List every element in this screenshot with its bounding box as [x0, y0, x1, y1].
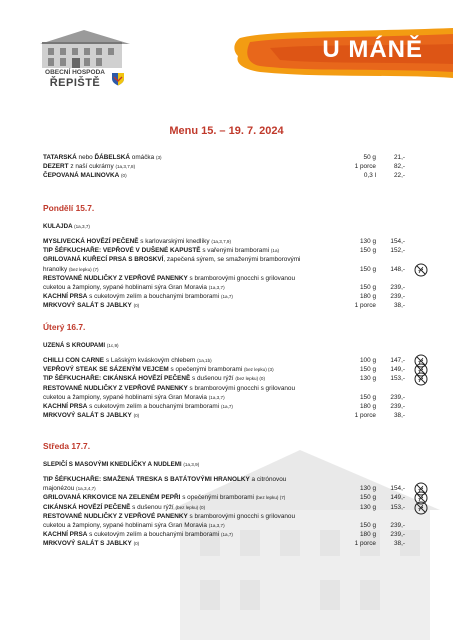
menu-item-text: [43, 522, 225, 530]
item-name: VEPŘOVÝ STEAK SE SÁZENÝM VEJCEM: [43, 366, 169, 374]
item-description: hranolky: [43, 265, 69, 273]
soup-name: KULAJDA: [43, 223, 73, 230]
item-description: , zapečená sýrem, se smaženými bramborovými: [163, 256, 301, 264]
allergens: (1a,3,7): [208, 523, 225, 528]
item-price: 22,-: [393, 172, 405, 180]
item-description: s bramborovými gnocchi s grilovanou: [187, 512, 296, 520]
allergens: (1a,1b): [197, 358, 212, 363]
menu-item-text: [43, 412, 139, 420]
item-price: 152,-: [390, 247, 405, 255]
item-description: s opečenými bramborami: [168, 366, 245, 374]
item-name: KACHNÍ PRSA: [43, 293, 88, 301]
item-quantity: 1 porce: [354, 163, 376, 171]
soup-name: SLEPIČÍ S MASOVÝMI KNEDLÍČKY A NUDLEMI: [43, 461, 182, 468]
item-name: RESTOVANÉ NUDLIČKY Z VEPŘOVÉ PANENKY: [43, 384, 188, 392]
menu-item-text: [43, 375, 265, 383]
item-price: 148,-: [390, 265, 405, 273]
allergens: (0): [133, 413, 140, 419]
item-quantity: 1 porce: [354, 412, 376, 420]
item-price: 239,-: [390, 393, 405, 401]
soup: [43, 223, 90, 231]
logo-line1: OBECNÍ HOSPODA: [45, 69, 105, 76]
item-name: GRILOVANÁ KUŘECÍ PRSA S BROSKVÍ: [43, 256, 164, 264]
item-description: a citrónovou: [249, 476, 287, 483]
restaurant-name: U MÁNĚ: [322, 36, 423, 63]
item-name: GRILOVANÁ KRKOVICE NA ZELENÉM PEPŘI: [43, 494, 181, 502]
item-name: MRKVOVÝ SALÁT S JABLKY: [43, 540, 132, 548]
item-name: TIP ŠÉFKUCHAŘE: SMAŽENÁ TRESKA S BATÁTOVÝMI HRANOLKY: [43, 476, 250, 483]
item-description: s cuketovým zelím a bouchanými bramborami: [87, 531, 221, 539]
item-price: 82,-: [393, 163, 405, 171]
menu-item-text: [43, 247, 279, 255]
menu-item-text: [43, 284, 225, 292]
item-quantity: 180 g: [360, 403, 376, 410]
item-quantity: 0,3 l: [363, 172, 376, 180]
item-quantity: 150 g: [360, 247, 376, 255]
item-price: 149,-: [390, 494, 405, 502]
item-description: s dušenou rýží: [190, 375, 236, 383]
menu-item-text: [43, 403, 233, 411]
item-name: CHILLI CON CARNE: [43, 357, 105, 364]
item-description: s cuketovým zelím a bouchanými bramborami: [87, 403, 221, 410]
item-name: DEZERT: [43, 163, 69, 171]
item-name: TIP ŠÉFKUCHAŘE: CIKÁNSKÁ HOVĚZÍ PEČENĚ: [43, 375, 191, 383]
item-price: 149,-: [390, 366, 405, 374]
item-name: MRKVOVÝ SALÁT S JABLKY: [43, 302, 132, 310]
item-quantity: 180 g: [360, 293, 376, 301]
item-quantity: 130 g: [360, 503, 376, 511]
menu-item-text: [43, 357, 212, 365]
item-name: RESTOVANÉ NUDLIČKY Z VEPŘOVÉ PANENKY: [43, 512, 188, 520]
item-name: RESTOVANÉ NUDLIČKY Z VEPŘOVÉ PANENKY: [43, 274, 188, 282]
allergens: (bez lepku) (0): [175, 504, 206, 510]
item-description: s bramborovými gnocchi s grilovanou: [187, 384, 296, 392]
item-description: s bramborovými gnocchi s grilovanou: [187, 274, 296, 282]
item-description: s cuketovým zelím a bouchanými bramborami: [87, 293, 221, 301]
item-name: KACHNÍ PRSA: [43, 531, 88, 539]
item-price: 153,-: [390, 503, 405, 511]
item-quantity: 150 g: [360, 522, 376, 529]
logo-line2: ŘEPIŠTĚ: [49, 77, 101, 89]
menu-item-text: [43, 540, 139, 548]
menu-item-text: [43, 238, 231, 246]
allergens: (0): [133, 303, 140, 309]
item-quantity: 150 g: [360, 494, 376, 502]
item-price: 239,-: [390, 403, 405, 410]
item-name: MRKVOVÝ SALÁT S JABLKY: [43, 412, 132, 420]
day-heading: Úterý 16.7.: [43, 322, 86, 332]
item-quantity: 130 g: [360, 238, 376, 245]
item-description: cuketou a žampiony, sypané hoblinami sýra Gran Moravia: [43, 393, 209, 401]
day-heading: Středa 17.7.: [43, 441, 91, 451]
allergens: (1a,3,4,7): [76, 486, 96, 492]
allergens: (1a,3,9): [183, 462, 200, 467]
item-name: MYSLIVECKÁ HOVĚZÍ PEČENĚ: [43, 238, 139, 245]
item-price: 239,-: [390, 293, 405, 301]
item-description: majonézou: [43, 485, 77, 493]
item-price: 154,-: [390, 485, 405, 493]
allergens: (1a,7): [220, 294, 233, 300]
item-price: 153,-: [390, 375, 405, 383]
menu-item-text: [43, 154, 162, 162]
menu-item-text: [43, 531, 233, 539]
allergens: (bez lepku) (7): [68, 266, 99, 272]
item-name: TIP ŠÉFKUCHAŘE: VEPŘOVÉ V DUŠENÉ KAPUSTĚ: [43, 247, 201, 255]
menu-item-text: [43, 256, 300, 264]
item-description: s Lašským kváskovým chlebem: [104, 357, 198, 364]
menu-item-text: [43, 366, 274, 374]
menu-item-text: [43, 504, 205, 512]
item-price: 239,-: [390, 522, 405, 529]
item-quantity: 150 g: [360, 366, 376, 374]
allergens: (1a,7): [220, 532, 233, 538]
item-name: ĎÁBELSKÁ: [94, 154, 131, 161]
menu-item-text: [43, 494, 285, 502]
building-watermark-icon: [150, 440, 450, 640]
item-quantity: 150 g: [360, 284, 376, 291]
allergens: (1a): [270, 248, 280, 254]
menu-item-text: [43, 172, 127, 180]
item-description: cuketou a žampiony, sypané hoblinami sýra Gran Moravia: [43, 284, 209, 291]
item-quantity: 150 g: [360, 393, 376, 401]
allergens: (1a,7): [220, 404, 233, 409]
day-heading: Pondělí 15.7.: [43, 203, 95, 213]
allergens: (bez lepku) (3): [244, 367, 274, 373]
allergens: (1a,3,7,9): [211, 239, 232, 244]
item-name: CIKÁNSKÁ HOVĚZÍ PEČENĚ: [43, 503, 131, 511]
item-description: nebo: [76, 154, 95, 161]
allergens: (0): [121, 173, 127, 179]
menu-item-text: [43, 275, 295, 283]
allergens: (1a,3,7): [74, 224, 90, 229]
coat-of-arms-icon: [111, 72, 125, 86]
item-price: 239,-: [390, 284, 405, 291]
no-gluten-icon: [414, 501, 428, 515]
menu-item-text: [43, 302, 139, 310]
menu-item-text: [43, 266, 99, 274]
item-description: z naší cukrárny: [68, 163, 116, 171]
menu-item-text: [43, 394, 225, 402]
item-name: TATARSKÁ: [43, 154, 77, 161]
soup-name: UZENÁ S KROUPAMI: [43, 342, 106, 349]
allergens: (bez lepku) (7): [255, 495, 286, 501]
item-price: 38,-: [393, 302, 405, 310]
item-quantity: 180 g: [360, 531, 376, 539]
allergens: (0): [133, 541, 140, 547]
item-description: omáčka: [130, 154, 156, 161]
item-price: 38,-: [393, 412, 405, 420]
soup: [43, 342, 119, 350]
item-description: cuketou a žampiony, sypané hoblinami sýra Gran Moravia: [43, 522, 209, 529]
logo-text: [40, 69, 110, 90]
item-price: 154,-: [390, 238, 405, 245]
item-description: s opečenými bramborami: [180, 494, 256, 502]
item-quantity: 1 porce: [354, 302, 376, 310]
item-description: s karlovarskými knedlíky: [138, 238, 212, 245]
item-price: 147,-: [390, 357, 405, 364]
header: [0, 28, 453, 98]
item-description: s dušenou rýží: [130, 503, 176, 511]
allergens: (1c,9): [106, 343, 119, 348]
allergens: (bez lepku) (0): [235, 376, 265, 382]
item-quantity: 150 g: [360, 265, 376, 273]
item-description: s vařenými bramborami: [200, 247, 271, 255]
item-price: 21,-: [393, 154, 405, 161]
no-gluten-icon: [414, 263, 428, 277]
item-price: 239,-: [390, 531, 405, 539]
menu-title: Menu 15. – 19. 7. 2024: [169, 125, 284, 137]
menu-item-text: [43, 163, 135, 171]
item-quantity: 130 g: [360, 375, 376, 383]
item-quantity: 100 g: [360, 357, 376, 364]
item-price: 38,-: [393, 540, 405, 548]
item-quantity: 1 porce: [354, 540, 376, 548]
item-name: ČEPOVANÁ MALINOVKA: [43, 172, 120, 180]
menu-item-text: [43, 293, 233, 301]
allergens: (3): [155, 155, 162, 160]
allergens: (1a,3,7): [208, 394, 225, 400]
no-gluten-icon: [414, 372, 428, 386]
item-name: KACHNÍ PRSA: [43, 403, 88, 410]
menu-item-text: [43, 485, 96, 493]
item-quantity: 130 g: [360, 485, 376, 493]
menu-item-text: [43, 385, 295, 393]
allergens: (1a,3,7): [208, 285, 225, 290]
soup: [43, 461, 199, 469]
menu-item-text: [43, 513, 295, 521]
item-quantity: 50 g: [363, 154, 376, 161]
menu-item-text: [43, 476, 286, 484]
allergens: (1a,3,7,8): [115, 164, 136, 170]
